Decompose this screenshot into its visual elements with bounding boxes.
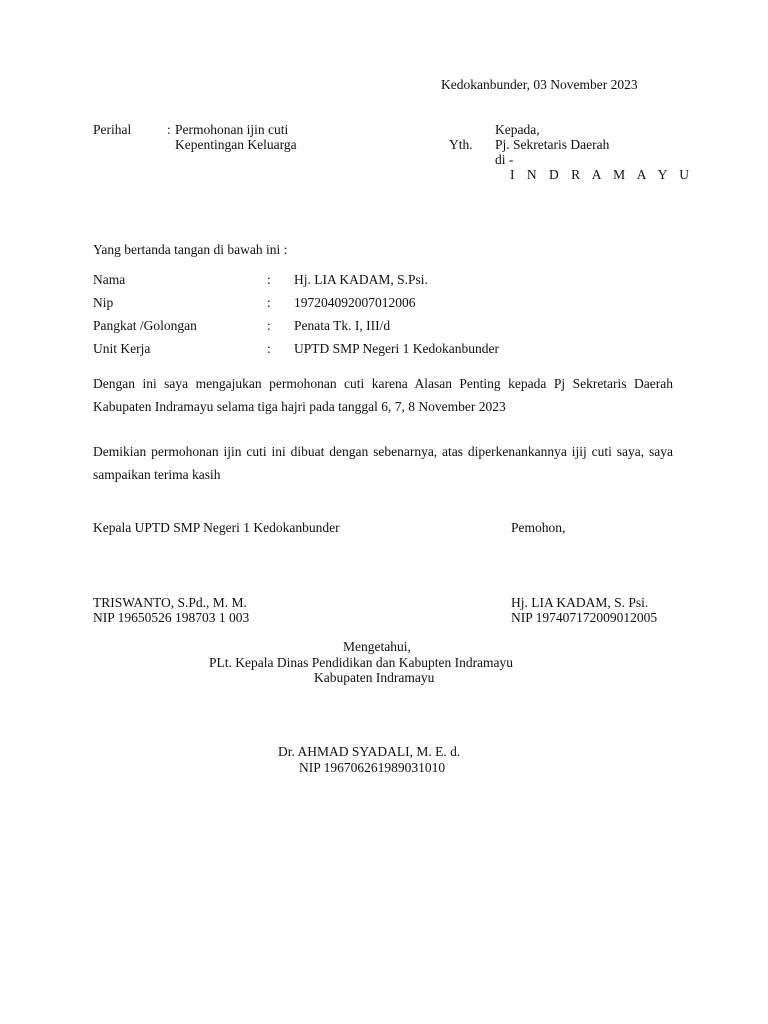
subject-label: Perihal (93, 122, 132, 137)
recipient-salutation: Yth. (449, 137, 473, 152)
signature-left-title: Kepala UPTD SMP Negeri 1 Kedokanbunder (93, 520, 340, 535)
identity-label: Unit Kerja (93, 341, 151, 356)
acknowledgement-name: Dr. AHMAD SYADALI, M. E. d. (278, 744, 461, 759)
closing-paragraph: Demikian permohonan ijin cuti ini dibuat dengan sebenarnya, atas diperkenankannya ijij cuti saya, saya sampaikan terima kasih (93, 444, 673, 482)
identity-colon: : (267, 318, 271, 333)
recipient-city: I N D R A M A Y U (510, 167, 694, 182)
acknowledgement-line-2: Kabupaten Indramayu (314, 670, 435, 685)
acknowledgement-nip: NIP 196706261989031010 (299, 760, 446, 775)
identity-colon: : (267, 272, 271, 287)
recipient-di: di - (495, 152, 514, 167)
signature-right-title: Pemohon, (511, 520, 566, 535)
signature-right-nip: NIP 197407172009012005 (511, 610, 658, 625)
identity-label: Nip (93, 295, 114, 310)
identity-value: Penata Tk. I, III/d (294, 318, 391, 333)
subject-line-2: Kepentingan Keluarga (175, 137, 297, 152)
identity-label: Pangkat /Golongan (93, 318, 197, 333)
intro-text: Yang bertanda tangan di bawah ini : (93, 242, 288, 257)
identity-colon: : (267, 341, 271, 356)
acknowledgement-line-1: PLt. Kepala Dinas Pendidikan dan Kabupten Indramayu (209, 655, 514, 670)
identity-value: Hj. LIA KADAM, S.Psi. (294, 272, 428, 287)
identity-value: UPTD SMP Negeri 1 Kedokanbunder (294, 341, 499, 356)
identity-value: 197204092007012006 (294, 295, 416, 310)
identity-label: Nama (93, 272, 126, 287)
subject-line-1: Permohonan ijin cuti (175, 122, 289, 137)
recipient-kepada: Kepada, (495, 122, 540, 137)
identity-colon: : (267, 295, 271, 310)
letter-date: Kedokanbunder, 03 November 2023 (441, 77, 638, 92)
signature-left-name: TRISWANTO, S.Pd., M. M. (93, 595, 247, 610)
signature-right-name: Hj. LIA KADAM, S. Psi. (511, 595, 649, 610)
subject-colon: : (167, 122, 171, 137)
acknowledgement-heading: Mengetahui, (343, 639, 411, 654)
request-paragraph: Dengan ini saya mengajukan permohonan cuti karena Alasan Penting kepada Pj Sekretaris Daerah Kabupaten Indramayu selama tiga hajri pada tanggal 6, 7, 8 November 2023 (93, 376, 673, 414)
recipient-name: Pj. Sekretaris Daerah (495, 137, 610, 152)
signature-left-nip: NIP 19650526 198703 1 003 (93, 610, 250, 625)
